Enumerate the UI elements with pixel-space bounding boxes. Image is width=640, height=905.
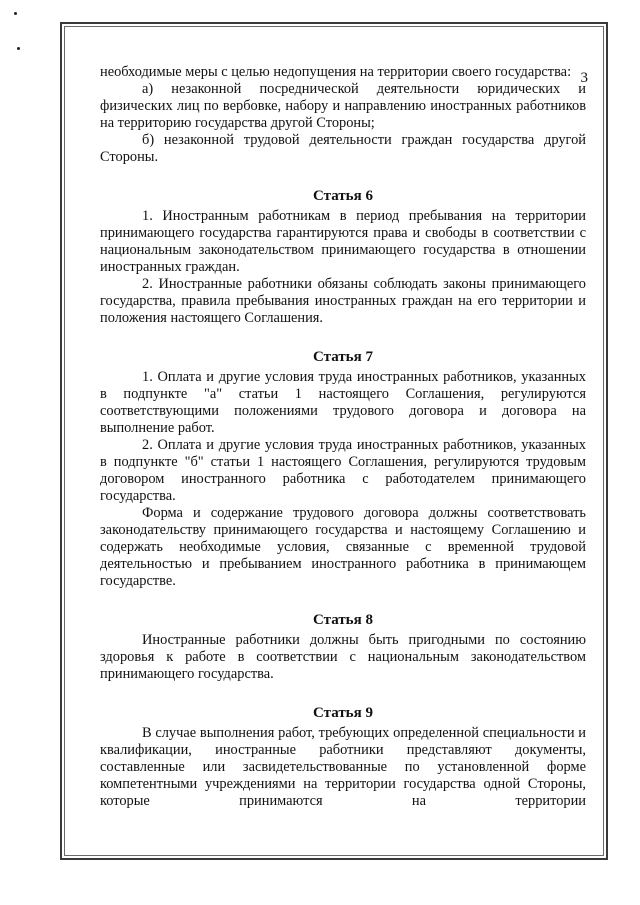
page-number: 3 <box>580 70 588 86</box>
article-6-heading: Статья 6 <box>313 188 373 204</box>
article-7-paragraph-3: Форма и содержание трудового договора должны соответствовать законодательству принимающего государства и настоящему Соглашению и содержать необходимые условия, связанные с временной трудовой деятельностью и пребыванием иностранного работника в принимающем государстве. <box>100 505 586 589</box>
scan-speck-top <box>14 12 17 15</box>
article-7-paragraph-2: 2. Оплата и другие условия труда иностранных работников, указанных в подпункте "б" статьи 1 настоящего Соглашения, регулируются трудовым договором иностранного работника с работодателем принимающего государства. <box>100 437 586 504</box>
article-9-heading: Статья 9 <box>313 705 373 721</box>
article-9-paragraph-1: В случае выполнения работ, требующих определенной специальности и квалификации, иностранные работники представляют документы, составленные или засвидетельствованные по установленной форме компетентными учреждениями на территории государства одной Стороны, которые принимаются на территории <box>100 725 586 809</box>
intro-item-a: а) незаконной посреднической деятельности юридических и физических лиц по вербовке, набору и направлению иностранных работников на территорию государства другой Стороны; <box>100 81 586 131</box>
intro-item-b: б) незаконной трудовой деятельности граждан государства другой Стороны. <box>100 132 586 165</box>
article-6-paragraph-2: 2. Иностранные работники обязаны соблюдать законы принимающего государства, правила пребывания иностранных граждан на его территории и положения настоящего Соглашения. <box>100 276 586 326</box>
document-body <box>100 64 586 810</box>
article-8-heading: Статья 8 <box>313 612 373 628</box>
article-7-heading: Статья 7 <box>313 349 373 365</box>
intro-paragraph: необходимые меры с целью недопущения на территории своего государства: <box>100 64 572 80</box>
article-7-paragraph-1: 1. Оплата и другие условия труда иностранных работников, указанных в подпункте "а" статьи 1 настоящего Соглашения, регулируются соответствующими положениями трудового договора и договора на выполнение работ. <box>100 369 586 436</box>
article-8-paragraph-1: Иностранные работники должны быть пригодными по состоянию здоровья к работе в соответствии с национальным законодательством принимающего государства. <box>100 632 586 682</box>
scan-speck-left <box>17 47 20 50</box>
article-6-paragraph-1: 1. Иностранным работникам в период пребывания на территории принимающего государства гарантируются права и свободы в соответствии с национальным законодательством принимающего государства в отношении иностранных граждан. <box>100 208 586 275</box>
